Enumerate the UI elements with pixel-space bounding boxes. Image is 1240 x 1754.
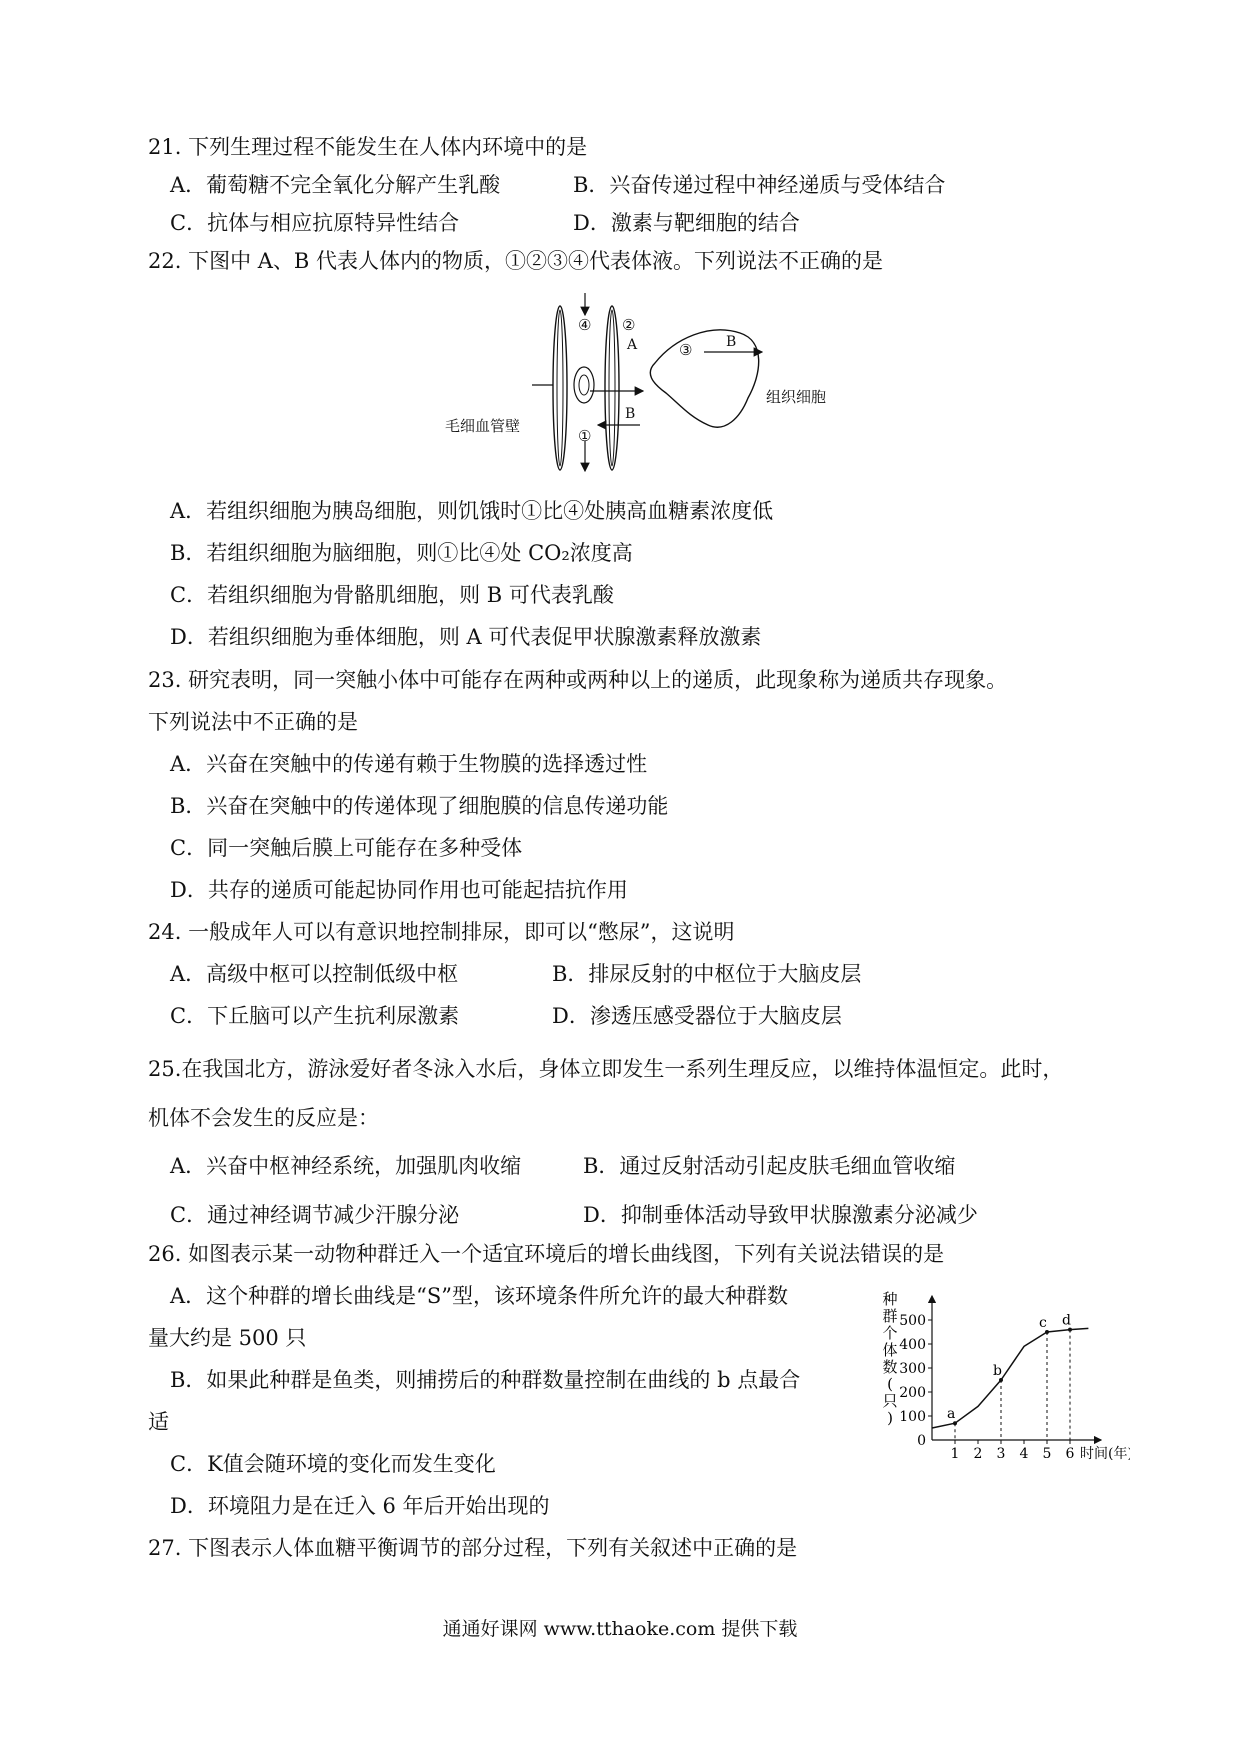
population-growth-chart-svg [860, 1290, 1130, 1460]
q24-stem: 24. 一般成年人可以有意识地控制排尿，即可以“憋尿”，这说明 [148, 920, 735, 944]
q26-option-b-line1: B．如果此种群是鱼类，则捕捞后的种群数量控制在曲线的 b 点最合 [170, 1368, 801, 1392]
tissue-cell-label: 组织细胞 [766, 388, 827, 406]
tissue-cell-shape [650, 330, 758, 427]
q21-option-d: D．激素与靶细胞的结合 [573, 211, 800, 235]
x-axis-label: 时间(年) [1080, 1446, 1130, 1460]
y-tick-label: 300 [899, 1361, 926, 1377]
fluid-1-label: ① [578, 427, 592, 445]
q23-option-d: D．共存的递质可能起协同作用也可能起拮抗作用 [170, 878, 628, 902]
q21-option-a: A．葡萄糖不完全氧化分解产生乳酸 [170, 173, 501, 197]
point-a-label: a [947, 1406, 956, 1423]
substance-b-label-back: B [625, 406, 636, 422]
capillary-wall-label: 毛细血管壁 [445, 417, 521, 435]
q27-stem: 27. 下图表示人体血糖平衡调节的部分过程，下列有关叙述中正确的是 [148, 1536, 798, 1560]
q23-stem-line1: 23. 研究表明，同一突触小体中可能存在两种或两种以上的递质，此现象称为递质共存现象。 [148, 668, 1008, 692]
q22-stem: 22. 下图中 A、B 代表人体内的物质，①②③④代表体液。下列说法不正确的是 [148, 249, 884, 273]
capillary-wall-right-outer [605, 306, 619, 470]
blood-cell-inner [579, 375, 589, 395]
fluid-2-label: ② [622, 316, 636, 334]
q25-option-b: B．通过反射活动引起皮肤毛细血管收缩 [583, 1154, 956, 1178]
y-tick-label: 500 [899, 1313, 926, 1329]
q22-option-d: D．若组织细胞为垂体细胞，则 A 可代表促甲状腺激素释放激素 [170, 625, 762, 649]
q26-option-b-line2: 适 [148, 1410, 169, 1434]
substance-b-label-out: B [726, 334, 737, 350]
point-b-label: b [993, 1363, 1002, 1379]
q25-stem-line1: 25.在我国北方，游泳爱好者冬泳入水后，身体立即发生一系列生理反应，以维持体温恒定。此时， [148, 1057, 1064, 1081]
y-axis-label: 种群个体数(只) [882, 1290, 898, 1427]
fluid-3-label: ③ [679, 341, 693, 359]
q25-option-c: C．通过神经调节减少汗腺分泌 [170, 1203, 460, 1227]
q23-option-c: C．同一突触后膜上可能存在多种受体 [170, 836, 523, 860]
q22-option-a: A．若组织细胞为胰岛细胞，则饥饿时①比④处胰高血糖素浓度低 [170, 499, 774, 523]
body-fluid-diagram [440, 293, 860, 478]
blood-cell-outer [574, 367, 594, 403]
y-tick-label: 400 [899, 1337, 926, 1353]
q25-option-a: A．兴奋中枢神经系统，加强肌肉收缩 [170, 1154, 522, 1178]
q26-option-a-line1: A．这个种群的增长曲线是“S”型，该环境条件所允许的最大种群数 [170, 1284, 789, 1308]
fluid-4-label: ④ [578, 316, 592, 334]
x-tick-label: 1 [950, 1446, 960, 1460]
capillary-wall-left-inner [557, 310, 563, 466]
q26-option-c: C．K值会随环境的变化而发生变化 [170, 1452, 496, 1476]
x-tick-label: 5 [1042, 1446, 1052, 1460]
substance-a-label: A [627, 337, 638, 353]
x-tick-label: 2 [973, 1446, 983, 1460]
growth-curve [932, 1328, 1088, 1428]
q26-option-d: D．环境阻力是在迁入 6 年后开始出现的 [170, 1494, 550, 1518]
population-growth-chart [860, 1290, 1130, 1460]
q24-option-d: D．渗透压感受器位于大脑皮层 [552, 1004, 842, 1028]
q24-option-b: B．排尿反射的中枢位于大脑皮层 [552, 962, 862, 986]
q23-option-b: B．兴奋在突触中的传递体现了细胞膜的信息传递功能 [170, 794, 669, 818]
page-footer: 通通好课网 www.tthaoke.com 提供下载 [442, 1618, 798, 1640]
y-tick-label: 200 [899, 1385, 926, 1401]
q25-stem-line2: 机体不会发生的反应是： [148, 1106, 379, 1130]
q23-stem-line2: 下列说法中不正确的是 [148, 710, 358, 734]
q23-option-a: A．兴奋在突触中的传递有赖于生物膜的选择透过性 [170, 752, 648, 776]
q21-option-c: C．抗体与相应抗原特异性结合 [170, 211, 460, 235]
y-tick-label: 100 [899, 1409, 926, 1425]
q22-option-b: B．若组织细胞为脑细胞，则①比④处 CO₂浓度高 [170, 541, 633, 565]
q21-stem: 21. 下列生理过程不能发生在人体内环境中的是 [148, 135, 588, 159]
q25-option-d: D．抑制垂体活动导致甲状腺激素分泌减少 [583, 1203, 978, 1227]
capillary-wall-right-inner [609, 310, 615, 466]
q26-option-a-line2: 量大约是 500 只 [148, 1326, 307, 1350]
q21-option-b: B．兴奋传递过程中神经递质与受体结合 [573, 173, 946, 197]
body-fluid-diagram-svg [440, 293, 860, 478]
x-tick-label: 6 [1065, 1446, 1075, 1460]
point-d-label: d [1062, 1312, 1071, 1329]
x-tick-label: 4 [1019, 1446, 1029, 1460]
x-tick-label: 3 [996, 1446, 1006, 1460]
q24-option-a: A．高级中枢可以控制低级中枢 [170, 962, 459, 986]
point-c-label: c [1039, 1315, 1047, 1331]
q26-stem: 26. 如图表示某一动物种群迁入一个适宜环境后的增长曲线图，下列有关说法错误的是 [148, 1242, 945, 1266]
capillary-wall-left-outer [553, 306, 567, 470]
q22-option-c: C．若组织细胞为骨骼肌细胞，则 B 可代表乳酸 [170, 583, 614, 607]
q24-option-c: C．下丘脑可以产生抗利尿激素 [170, 1004, 460, 1028]
y-tick-label: 0 [917, 1433, 926, 1449]
